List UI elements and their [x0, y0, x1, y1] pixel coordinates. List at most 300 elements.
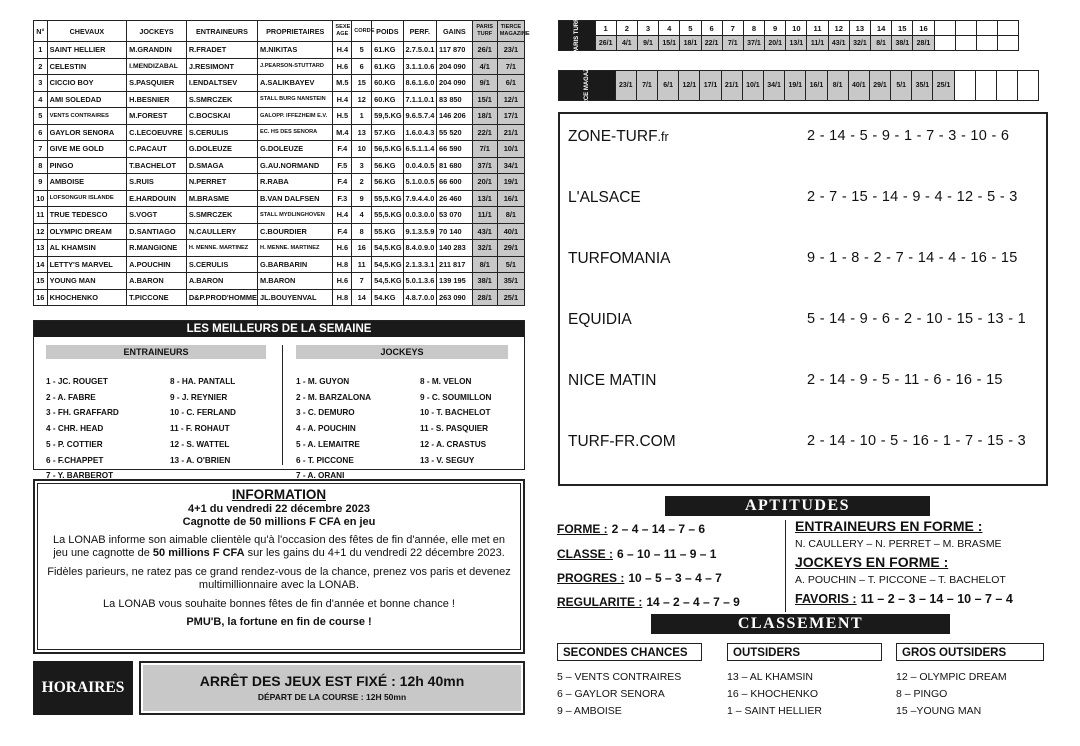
runner-number: 12: [34, 223, 48, 240]
runner-gains: 139 195: [437, 273, 473, 290]
runner-paris-turf-odds: 11/1: [472, 207, 497, 224]
runner-perf: 2.7.5.0.1: [403, 42, 437, 59]
runner-paris-turf-odds: 18/1: [472, 108, 497, 125]
best-jockey-item: 5 - A. LEMAITRE: [296, 439, 360, 449]
runner-number: 1: [34, 42, 48, 59]
runner-paris-turf-odds: 20/1: [472, 174, 497, 191]
runner-weight: 54,5.KG: [372, 273, 403, 290]
runner-tierce-odds: 12/1: [497, 91, 524, 108]
runner-trainer: S.SMRCZEK: [186, 207, 257, 224]
runner-tierce-odds: 8/1: [497, 207, 524, 224]
tierce-odds-cell: 29/1: [869, 71, 890, 101]
runner-horse: CICCIO BOY: [47, 75, 127, 92]
runner-trainer: N.CAULLERY: [186, 223, 257, 240]
runner-tierce-odds: 5/1: [497, 256, 524, 273]
runner-gains: 66 590: [437, 141, 473, 158]
trainers-in-form-title: ENTRAINEURS EN FORME :: [795, 518, 983, 534]
second-chance-item: 5 – VENTS CONTRAIRES: [557, 671, 682, 683]
press-source: [568, 189, 641, 207]
runner-trainer: C.BOCSKAI: [186, 108, 257, 125]
paris-turf-label: PARIS TURF: [559, 21, 596, 51]
info-subtitle-jackpot: Cagnotte de 50 millions F CFA en jeu: [182, 516, 376, 528]
runner-weight: 54,5.KG: [372, 240, 403, 257]
runner-number: 16: [34, 289, 48, 306]
runner-perf: 9.6.5.7.4: [403, 108, 437, 125]
runner-weight: 60.KG: [372, 91, 403, 108]
runner-perf: 8.6.1.6.0: [403, 75, 437, 92]
best-trainer-item: 1 - JC. ROUGET: [46, 377, 108, 386]
classement-title: CLASSEMENT: [651, 614, 950, 634]
tierce-odds-cell: [997, 71, 1018, 101]
press-pick-row: [568, 128, 1038, 148]
info-title: INFORMATION: [231, 487, 327, 502]
tierce-magazine-odds-grid: [558, 57, 1039, 114]
trainers-in-form: N. CAULLERY – N. PERRET – M. BRASME: [795, 538, 1002, 550]
runner-weight: 54,5.KG: [372, 256, 403, 273]
col-sex-age: SEXE AGE: [333, 21, 352, 42]
best-trainer-item: 13 - A. O'BRIEN: [170, 455, 231, 465]
runner-weight: 56,5.KG: [372, 141, 403, 158]
press-picks-panel: [558, 112, 1048, 486]
runner-corde: 14: [352, 289, 372, 306]
col-tierce-magazine: TIERCE MAGAZINE: [497, 21, 524, 42]
runner-corde: 6: [352, 58, 372, 75]
tierce-odds-cell: 25/1: [933, 71, 954, 101]
best-jockey-item: 11 - S. PASQUIER: [420, 424, 489, 434]
runner-owner: G.AU.NORMAND: [258, 157, 333, 174]
paris-turf-odds-cell: 13/1: [786, 36, 807, 51]
best-trainer-item: 12 - S. WATTEL: [170, 439, 230, 449]
table-header-row: [34, 21, 525, 42]
runner-corde: 5: [352, 42, 372, 59]
best-trainer-item: 4 - CHR. HEAD: [46, 424, 104, 434]
race-start-time: DÉPART DE LA COURSE : 12H 50mn: [257, 692, 407, 702]
col-paris-turf: PARIS TURF: [472, 21, 497, 42]
press-source-suffix: .fr: [657, 130, 669, 144]
runner-trainer: S.CERULIS: [186, 256, 257, 273]
press-selection: 9 - 1 - 8 - 2 - 7 - 14 - 4 - 16 - 15: [807, 250, 1018, 266]
tierce-odds-cell: [975, 71, 996, 101]
tierce-odds-cell: 12/1: [679, 71, 700, 101]
runner-trainer: J.RESIMONT: [186, 58, 257, 75]
runner-sex-age: M.4: [333, 124, 352, 141]
paris-turf-odds-grid: [558, 17, 1019, 54]
best-trainer-item: 11 - F. ROHAUT: [170, 424, 230, 434]
runner-owner: EC. HS DES SENORA: [258, 124, 333, 141]
outsider-item: 13 – AL KHAMSIN: [727, 671, 813, 683]
runner-weight: 55,5.KG: [372, 190, 403, 207]
runner-corde: 3: [352, 157, 372, 174]
runner-perf: 0.0.3.0.0: [403, 207, 437, 224]
runner-owner: M.NIKITAS: [258, 42, 333, 59]
runner-trainer: M.BRASME: [186, 190, 257, 207]
runner-horse: LOFSONGUR ISLANDE: [47, 190, 127, 207]
paris-turf-odds-cell: [934, 36, 955, 51]
paris-turf-odds-cell: [998, 36, 1019, 51]
runner-owner: STALL BURG NANSTEIN: [258, 91, 333, 108]
runner-corde: 7: [352, 273, 372, 290]
runner-owner: GALOPP. IFFEZHEIM E.V.: [258, 108, 333, 125]
best-of-week-title: LES MEILLEURS DE LA SEMAINE: [34, 321, 524, 337]
runner-weight: 56.KG: [372, 157, 403, 174]
best-jockey-item: 13 - V. SEGUY: [420, 455, 475, 465]
table-row: [34, 190, 525, 207]
runner-corde: 16: [352, 240, 372, 257]
runner-sex-age: F.4: [333, 141, 352, 158]
runner-owner: H. MENNE. MARTINEZ: [258, 240, 333, 257]
runner-owner: B.VAN DALFSEN: [258, 190, 333, 207]
runner-corde: 12: [352, 91, 372, 108]
tierce-odds-cell: 6/1: [658, 71, 679, 101]
runner-paris-turf-odds: 32/1: [472, 240, 497, 257]
runner-tierce-odds: 10/1: [497, 141, 524, 158]
classe-row: CLASSE : 6 – 10 – 11 – 9 – 1: [557, 547, 717, 561]
grid-horse-number: 14: [871, 21, 892, 36]
runner-trainer: D&P.PROD'HOMME: [186, 289, 257, 306]
best-trainer-item: 2 - A. FABRE: [46, 392, 96, 402]
runner-owner: C.BOURDIER: [258, 223, 333, 240]
second-chance-item: 6 – GAYLOR SENORA: [557, 688, 665, 700]
paris-turf-odds-cell: 26/1: [595, 36, 616, 51]
paris-turf-odds-cell: 38/1: [892, 36, 913, 51]
runner-number: 7: [34, 141, 48, 158]
paris-turf-odds-cell: 9/1: [637, 36, 658, 51]
grid-horse-number: 8: [743, 21, 764, 36]
runner-horse: YOUNG MAN: [47, 273, 127, 290]
aptitudes-title: APTITUDES: [665, 496, 930, 516]
press-pick-row: [568, 433, 1038, 453]
runner-gains: 66 600: [437, 174, 473, 191]
runner-trainer: D.SMAGA: [186, 157, 257, 174]
best-jockey-item: 3 - C. DEMURO: [296, 408, 355, 418]
tierce-odds-cell: 5/1: [891, 71, 912, 101]
runner-number: 8: [34, 157, 48, 174]
second-chances-title: SECONDES CHANCES: [557, 643, 702, 661]
grid-horse-number: 9: [765, 21, 786, 36]
best-of-week-panel: [33, 320, 525, 481]
runner-horse: PINGO: [47, 157, 127, 174]
aptitudes-divider: [785, 520, 786, 612]
runner-trainer: S.CERULIS: [186, 124, 257, 141]
runner-trainer: H. MENNE. MARTINEZ: [186, 240, 257, 257]
second-chance-item: 9 – AMBOISE: [557, 705, 622, 717]
runner-jockey: R.MANGIONE: [127, 240, 187, 257]
runner-number: 11: [34, 207, 48, 224]
press-selection: 2 - 14 - 5 - 9 - 1 - 7 - 3 - 10 - 6: [807, 128, 1010, 144]
info-paragraph-2: Fidèles parieurs, ne ratez pas ce grand rendez-vous de la chance, prenez vos paris et devenez multimillionnaire avec la LONAB.: [47, 566, 511, 591]
runner-perf: 1.6.0.4.3: [403, 124, 437, 141]
tierce-odds-cell: 16/1: [806, 71, 827, 101]
col-owner: PROPRIETAIRES: [258, 21, 333, 42]
press-source-name: TURF-FR.COM: [568, 433, 676, 450]
runners-table: [33, 20, 530, 306]
runner-perf: 5.0.1.3.6: [403, 273, 437, 290]
runner-gains: 81 680: [437, 157, 473, 174]
grid-horse-number: [976, 21, 997, 36]
tierce-odds-cell: [1018, 71, 1039, 101]
press-pick-row: [568, 311, 1038, 331]
runner-perf: 8.4.0.9.0: [403, 240, 437, 257]
paris-turf-odds-cell: 11/1: [807, 36, 828, 51]
runner-horse: GAYLOR SENORA: [47, 124, 127, 141]
press-pick-row: [568, 250, 1038, 270]
runner-number: 5: [34, 108, 48, 125]
runner-sex-age: H.8: [333, 289, 352, 306]
grid-horse-number: [934, 21, 955, 36]
runner-sex-age: H.8: [333, 256, 352, 273]
information-panel: [33, 479, 525, 654]
info-p1-amount: 50 millions F CFA: [152, 547, 245, 559]
runner-paris-turf-odds: 26/1: [472, 42, 497, 59]
runner-sex-age: H.4: [333, 207, 352, 224]
col-perf: PERF.: [403, 21, 437, 42]
best-jockey-item: 2 - M. BARZALONA: [296, 392, 372, 402]
runner-perf: 7.9.4.4.0: [403, 190, 437, 207]
info-paragraph-1: [46, 534, 512, 560]
runner-sex-age: F.3: [333, 190, 352, 207]
runner-corde: 15: [352, 75, 372, 92]
progres-row: PROGRES : 10 – 5 – 3 – 4 – 7: [557, 571, 722, 585]
runner-horse: AL KHAMSIN: [47, 240, 127, 257]
runner-horse: KHOCHENKO: [47, 289, 127, 306]
runner-corde: 4: [352, 207, 372, 224]
runner-gains: 140 283: [437, 240, 473, 257]
runner-jockey: I.MENDIZABAL: [127, 58, 187, 75]
runner-weight: 57.KG: [372, 124, 403, 141]
runner-tierce-odds: 21/1: [497, 124, 524, 141]
paris-turf-odds-cell: [976, 36, 997, 51]
best-jockey-item: 9 - C. SOUMILLON: [420, 392, 492, 402]
runner-gains: 53 070: [437, 207, 473, 224]
table-row: [34, 157, 525, 174]
runner-corde: 9: [352, 190, 372, 207]
runner-jockey: S.PASQUIER: [127, 75, 187, 92]
runner-horse: VENTS CONTRAIRES: [47, 108, 127, 125]
runner-perf: 5.1.0.0.5: [403, 174, 437, 191]
runner-perf: 9.1.3.5.9: [403, 223, 437, 240]
runner-horse: GIVE ME GOLD: [47, 141, 127, 158]
outsider-item: 16 – KHOCHENKO: [727, 688, 819, 700]
runner-paris-turf-odds: 8/1: [472, 256, 497, 273]
info-p1-end: sur les gains du 4+1 du vendredi 22 décembre 2023.: [244, 547, 505, 559]
runner-number: 2: [34, 58, 48, 75]
runner-trainer: G.DOLEUZE: [186, 141, 257, 158]
runner-paris-turf-odds: 43/1: [472, 223, 497, 240]
runner-paris-turf-odds: 15/1: [472, 91, 497, 108]
paris-turf-odds-cell: 43/1: [828, 36, 849, 51]
runner-paris-turf-odds: 13/1: [472, 190, 497, 207]
press-source: [568, 311, 632, 329]
runner-jockey: T.BACHELOT: [127, 157, 187, 174]
col-num: N°: [34, 21, 48, 42]
tierce-magazine-label: TIERCE MAGAZINE: [559, 71, 616, 101]
best-trainer-item: 6 - F.CHAPPET: [46, 455, 104, 465]
runner-jockey: E.HARDOUIN: [127, 190, 187, 207]
runner-gains: 204 090: [437, 75, 473, 92]
runner-owner: STALL MYDLINGHOVEN: [258, 207, 333, 224]
paris-turf-odds-cell: 20/1: [765, 36, 786, 51]
col-corde: CORDE: [352, 21, 372, 42]
press-pick-row: [568, 189, 1038, 209]
runner-horse: CELESTIN: [47, 58, 127, 75]
runner-number: 10: [34, 190, 48, 207]
best-jockey-item: 6 - T. PICCONE: [296, 455, 354, 465]
runner-perf: 4.8.7.0.0: [403, 289, 437, 306]
press-source: [568, 372, 656, 390]
runner-gains: 211 817: [437, 256, 473, 273]
runner-gains: 204 090: [437, 58, 473, 75]
runner-weight: 61.KG: [372, 42, 403, 59]
forme-row: FORME : 2 – 4 – 14 – 7 – 6: [557, 522, 706, 536]
table-row: [34, 223, 525, 240]
runner-jockey: C.PACAUT: [127, 141, 187, 158]
paris-turf-odds-cell: 18/1: [680, 36, 701, 51]
tierce-odds-cell: [954, 71, 975, 101]
best-jockeys-column: [296, 345, 508, 481]
info-subtitle-date: 4+1 du vendredi 22 décembre 2023: [188, 503, 370, 515]
tierce-odds-cell: 8/1: [827, 71, 848, 101]
runner-perf: 3.1.1.0.6: [403, 58, 437, 75]
runner-sex-age: H.6: [333, 58, 352, 75]
runner-number: 3: [34, 75, 48, 92]
runner-owner: G.BARBARIN: [258, 256, 333, 273]
runner-jockey: T.PICCONE: [127, 289, 187, 306]
info-slogan: PMU'B, la fortune en fin de course !: [186, 616, 372, 628]
col-jockey: JOCKEYS: [127, 21, 187, 42]
press-selection: 2 - 7 - 15 - 14 - 9 - 4 - 12 - 5 - 3: [807, 189, 1018, 205]
big-outsider-item: 8 – PINGO: [896, 688, 948, 700]
runner-sex-age: F.5: [333, 157, 352, 174]
runner-trainer: A.BARON: [186, 273, 257, 290]
runner-tierce-odds: 7/1: [497, 58, 524, 75]
runner-gains: 117 870: [437, 42, 473, 59]
grid-horse-number: 1: [595, 21, 616, 36]
press-source-name: TURFOMANIA: [568, 250, 671, 267]
press-source: [568, 433, 676, 451]
runner-tierce-odds: 29/1: [497, 240, 524, 257]
runner-sex-age: H.5: [333, 108, 352, 125]
runner-tierce-odds: 34/1: [497, 157, 524, 174]
best-trainer-item: 3 - FH. GRAFFARD: [46, 408, 119, 418]
press-source-name: ZONE-TURF: [568, 128, 658, 145]
best-jockey-item: 12 - A. CRASTUS: [420, 439, 487, 449]
runner-owner: M.BARON: [258, 273, 333, 290]
betting-close-time: ARRÊT DES JEUX EST FIXÉ : 12h 40mn: [199, 673, 465, 689]
runner-sex-age: H.4: [333, 91, 352, 108]
paris-turf-odds-cell: 32/1: [849, 36, 870, 51]
tierce-odds-cell: 19/1: [785, 71, 806, 101]
jockeys-in-form: A. POUCHIN – T. PICCONE – T. BACHELOT: [795, 574, 1006, 586]
runner-jockey: M.GRANDIN: [127, 42, 187, 59]
runner-trainer: R.FRADET: [186, 42, 257, 59]
paris-turf-odds-cell: 37/1: [743, 36, 764, 51]
runner-paris-turf-odds: 4/1: [472, 58, 497, 75]
runner-gains: 70 140: [437, 223, 473, 240]
runner-jockey: A.BARON: [127, 273, 187, 290]
runner-horse: OLYMPIC DREAM: [47, 223, 127, 240]
runner-owner: JL.BOUYENVAL: [258, 289, 333, 306]
runner-corde: 2: [352, 174, 372, 191]
press-source: [568, 250, 670, 268]
runner-jockey: S.VOGT: [127, 207, 187, 224]
runner-jockey: A.POUCHIN: [127, 256, 187, 273]
grid-horse-number: 15: [892, 21, 913, 36]
best-trainer-item: 7 - Y. BARBEROT: [46, 471, 114, 481]
runner-corde: 11: [352, 256, 372, 273]
table-row: [34, 141, 525, 158]
tierce-odds-cell: 34/1: [763, 71, 784, 101]
runner-horse: AMI SOLEDAD: [47, 91, 127, 108]
runner-paris-turf-odds: 28/1: [472, 289, 497, 306]
table-row: [34, 174, 525, 191]
table-row: [34, 256, 525, 273]
jockeys-in-form-title: JOCKEYS EN FORME :: [795, 554, 949, 570]
runner-owner: A.SALIKBAYEV: [258, 75, 333, 92]
runner-horse: TRUE TEDESCO: [47, 207, 127, 224]
col-trainer: ENTRAINEURS: [186, 21, 257, 42]
paris-turf-odds-cell: 22/1: [701, 36, 722, 51]
runner-perf: 6.5.1.1.4: [403, 141, 437, 158]
grid-horse-number: 12: [828, 21, 849, 36]
runner-weight: 59,5.KG: [372, 108, 403, 125]
table-row: [34, 124, 525, 141]
table-row: [34, 240, 525, 257]
runner-sex-age: H.6: [333, 240, 352, 257]
runner-weight: 55.KG: [372, 223, 403, 240]
runner-paris-turf-odds: 37/1: [472, 157, 497, 174]
runner-number: 15: [34, 273, 48, 290]
best-divider: [282, 345, 283, 465]
runner-paris-turf-odds: 7/1: [472, 141, 497, 158]
runner-gains: 263 090: [437, 289, 473, 306]
runner-number: 9: [34, 174, 48, 191]
table-row: [34, 273, 525, 290]
paris-turf-odds-cell: 28/1: [913, 36, 934, 51]
runner-gains: 55 520: [437, 124, 473, 141]
best-trainer-item: 10 - C. FERLAND: [170, 408, 236, 418]
runner-weight: 54.KG: [372, 289, 403, 306]
runner-paris-turf-odds: 9/1: [472, 75, 497, 92]
table-row: [34, 108, 525, 125]
paris-turf-odds-cell: 4/1: [616, 36, 637, 51]
runner-weight: 61.KG: [372, 58, 403, 75]
runner-sex-age: H.6: [333, 273, 352, 290]
runner-gains: 83 850: [437, 91, 473, 108]
grid-horse-number: [955, 21, 976, 36]
horaires-box: [139, 661, 525, 715]
best-jockey-item: 8 - M. VELON: [420, 377, 472, 386]
runner-paris-turf-odds: 38/1: [472, 273, 497, 290]
best-jockey-item: 4 - A. POUCHIN: [296, 424, 356, 434]
paris-turf-odds-cell: 8/1: [871, 36, 892, 51]
table-row: [34, 289, 525, 306]
paris-turf-odds-cell: [955, 36, 976, 51]
tierce-odds-cell: 7/1: [636, 71, 657, 101]
grid-horse-number: 13: [849, 21, 870, 36]
runner-gains: 146 206: [437, 108, 473, 125]
tierce-odds-cell: 23/1: [615, 71, 636, 101]
runner-number: 4: [34, 91, 48, 108]
best-trainers-column: [46, 345, 266, 481]
table-row: [34, 42, 525, 59]
runner-weight: 56.KG: [372, 174, 403, 191]
runner-tierce-odds: 6/1: [497, 75, 524, 92]
best-trainer-item: 5 - P. COTTIER: [46, 439, 103, 449]
runner-tierce-odds: 35/1: [497, 273, 524, 290]
runner-number: 14: [34, 256, 48, 273]
runner-jockey: M.FOREST: [127, 108, 187, 125]
runner-tierce-odds: 25/1: [497, 289, 524, 306]
